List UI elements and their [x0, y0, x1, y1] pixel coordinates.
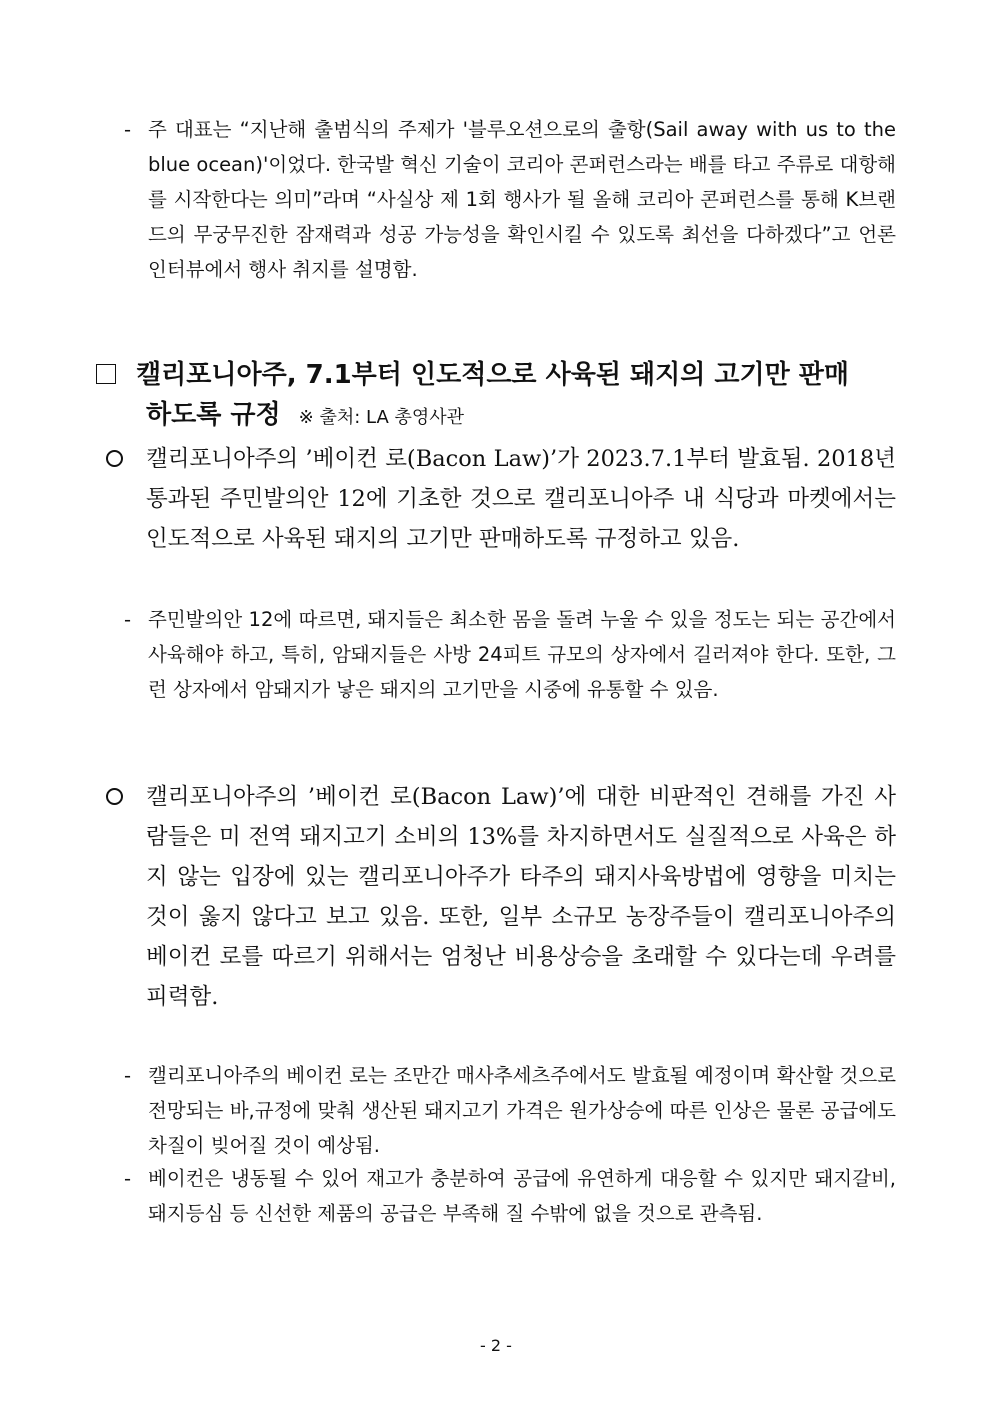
sub-item-2-2: [124, 1161, 896, 1231]
intro-text: 주 대표는 “지난해 출범식의 주제가 '블루오션으로의 출항(Sail away with us to the blue ocean)'이었다. 한국발 혁신 기술이 코리아 콘퍼런스라는 배를 타고 주류로 대항해를 시작한다는 의미”라며 “사실상 제 1회 행사가 될 올해 코리아 콘퍼런스를 통해 K브랜드의 무궁무진한 잠재력과 성공 가능성을 확인시킬 수 있도록 최선을 다하겠다”고 언론인터뷰에서 행사 취지를 설명함.: [148, 118, 896, 281]
section-source: ※ 출처: LA 총영사관: [298, 407, 465, 428]
sub-item-text: 주민발의안 12에 따르면, 돼지들은 최소한 몸을 돌려 누울 수 있을 정도는 되는 공간에서 사육해야 하고, 특히, 암돼지들은 사방 24피트 규모의 상자에서 길러져야 한다. 또한, 그런 상자에서 암돼지가 낳은 돼지의 고기만을 시중에 유통할 수 있음.: [148, 608, 896, 701]
bullet-item-1: [106, 439, 896, 559]
dash-marker: -: [124, 608, 132, 631]
checkbox-square-icon: [96, 364, 116, 384]
dash-marker: -: [124, 1167, 132, 1190]
sub-item-text: 베이컨은 냉동될 수 있어 재고가 충분하여 공급에 유연하게 대응할 수 있지만 돼지갈비, 돼지등심 등 신선한 제품의 공급은 부족해 질 수밖에 없을 것으로 관측됨.: [148, 1167, 896, 1225]
dash-marker: -: [124, 118, 132, 141]
intro-paragraph: [124, 112, 896, 287]
page-number: - 2 -: [480, 1336, 512, 1355]
sub-item-2-1: [124, 1058, 896, 1163]
circle-bullet-icon: [106, 450, 123, 467]
section-title-line1: 캘리포니아주, 7.1부터 인도적으로 사육된 돼지의 고기만 판매: [136, 360, 850, 390]
section-heading: [96, 355, 896, 438]
bullet-item-2: [106, 777, 896, 1017]
bullet-text: 캘리포니아주의 ’베이컨 로(Bacon Law)’에 대한 비판적인 견해를 가진 사람들은 미 전역 돼지고기 소비의 13%를 차지하면서도 실질적으로 사육은 하지 않는 입장에 있는 캘리포니아주가 타주의 돼지사육방법에 영향을 미치는 것이 옳지 않다고 보고 있음. 또한, 일부 소규모 농장주들이 캘리포니아주의 베이컨 로를 따르기 위해서는 엄청난 비용상승을 초래할 수 있다는데 우려를 피력함.: [146, 784, 896, 1010]
sub-item-1-1: [124, 602, 896, 707]
sub-item-text: 캘리포니아주의 베이컨 로는 조만간 매사추세츠주에서도 발효될 예정이며 확산할 것으로 전망되는 바,규정에 맞춰 생산된 돼지고기 가격은 원가상승에 따른 인상은 물론 공급에도 차질이 빚어질 것이 예상됨.: [148, 1064, 896, 1157]
section-title-line2: 하도록 규정: [146, 400, 281, 430]
circle-bullet-icon: [106, 788, 123, 805]
bullet-text: 캘리포니아주의 ’베이컨 로(Bacon Law)’가 2023.7.1부터 발효됨. 2018년 통과된 주민발의안 12에 기초한 것으로 캘리포니아주 내 식당과 마켓에서는 인도적으로 사육된 돼지의 고기만 판매하도록 규정하고 있음.: [146, 446, 896, 552]
dash-marker: -: [124, 1064, 132, 1087]
